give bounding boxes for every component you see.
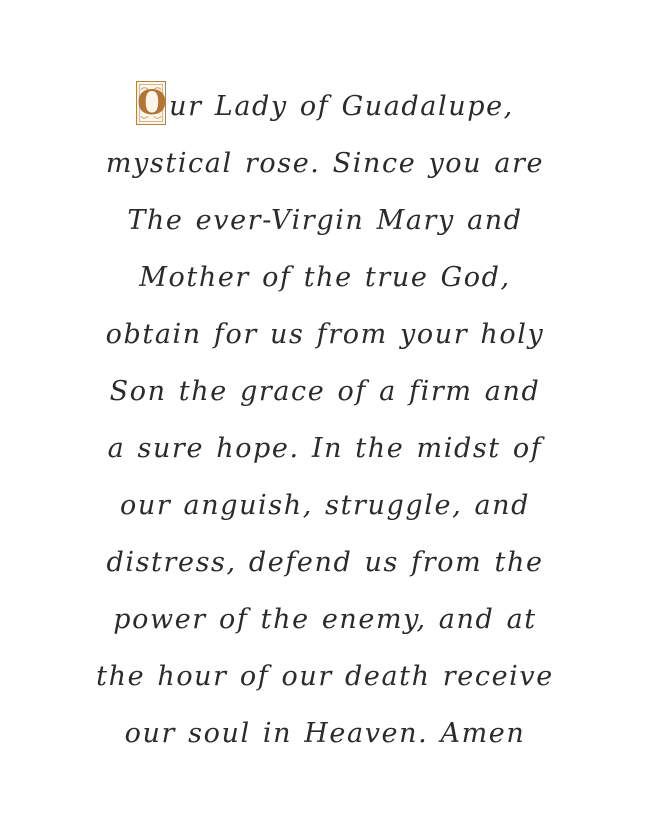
prayer-line-8: our anguish, struggle, and bbox=[119, 490, 531, 521]
illuminated-letter-icon bbox=[136, 81, 166, 125]
prayer-line-9: distress, defend us from the bbox=[106, 547, 544, 578]
prayer-line-7: a sure hope. In the midst of bbox=[107, 433, 543, 464]
prayer-line-11: the hour of our death receive bbox=[96, 661, 554, 692]
prayer-line-6: Son the grace of a firm and bbox=[109, 376, 541, 407]
prayer-line-2: mystical rose. Since you are bbox=[105, 148, 545, 179]
prayer-line-12: our soul in Heaven. Amen bbox=[124, 718, 526, 749]
prayer-line-4: Mother of the true God, bbox=[139, 262, 511, 293]
prayer-text bbox=[0, 78, 650, 762]
prayer-line-text: ur Lady of Guadalupe, bbox=[169, 91, 514, 122]
prayer-line-3: The ever-Virgin Mary and bbox=[127, 205, 523, 236]
drop-cap-letter: O bbox=[137, 83, 167, 123]
prayer-line-5: obtain for us from your holy bbox=[105, 319, 545, 350]
prayer-line-1 bbox=[0, 78, 650, 135]
prayer-line-10: power of the enemy, and at bbox=[113, 604, 537, 635]
